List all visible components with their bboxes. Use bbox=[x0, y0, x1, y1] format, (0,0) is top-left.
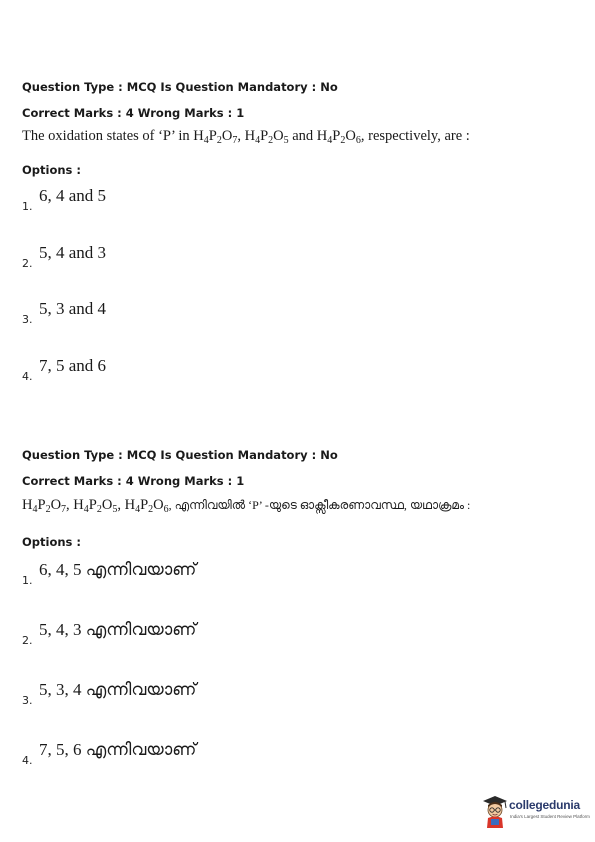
marks-header: Correct Marks : 4 Wrong Marks : 1 bbox=[22, 106, 245, 120]
option-3[interactable] bbox=[22, 299, 422, 329]
question-type-header: Question Type : MCQ Is Question Mandatory : No bbox=[22, 448, 338, 462]
option-text: 5, 4 and 3 bbox=[39, 243, 107, 262]
option-number: 3. bbox=[22, 694, 33, 707]
collegedunia-logo[interactable] bbox=[480, 793, 590, 829]
logo-name: collegedunia bbox=[509, 798, 580, 812]
mascot-icon bbox=[480, 793, 510, 829]
option-4[interactable] bbox=[22, 740, 422, 770]
option-3[interactable] bbox=[22, 680, 422, 710]
option-text: 7, 5 and 6 bbox=[39, 356, 107, 375]
option-number: 1. bbox=[22, 200, 33, 213]
option-4[interactable] bbox=[22, 356, 422, 386]
logo-tagline: India's Largest Student Review Platform bbox=[510, 814, 590, 819]
option-text: 6, 4, 5 എന്നിവയാണ് bbox=[39, 560, 197, 579]
option-number: 2. bbox=[22, 634, 33, 647]
option-number: 4. bbox=[22, 370, 33, 383]
options-label: Options : bbox=[22, 163, 81, 177]
question-text: The oxidation states of ‘P’ in $H_4P_2O_7$, $H_4P_2O_5$ and $H_4P_2O_6$, respectively, are : bbox=[22, 128, 470, 146]
option-number: 2. bbox=[22, 257, 33, 270]
option-2[interactable] bbox=[22, 243, 422, 273]
question-type-header: Question Type : MCQ Is Question Mandatory : No bbox=[22, 80, 338, 94]
options-label: Options : bbox=[22, 535, 81, 549]
question-text: $H_4P_2O_7$, $H_4P_2O_5$, $H_4P_2O_6$, എന്നിവയിൽ ‘P’ -യുടെ ഓക്സീകരണാവസ്ഥ, യഥാക്രമം : bbox=[22, 497, 471, 515]
option-number: 3. bbox=[22, 313, 33, 326]
marks-header: Correct Marks : 4 Wrong Marks : 1 bbox=[22, 474, 245, 488]
option-text: 5, 4, 3 എന്നിവയാണ് bbox=[39, 620, 197, 639]
option-1[interactable] bbox=[22, 186, 422, 216]
option-number: 4. bbox=[22, 754, 33, 767]
option-text: 6, 4 and 5 bbox=[39, 186, 107, 205]
option-2[interactable] bbox=[22, 620, 422, 650]
option-text: 5, 3 and 4 bbox=[39, 299, 107, 318]
option-text: 5, 3, 4 എന്നിവയാണ് bbox=[39, 680, 197, 699]
option-1[interactable] bbox=[22, 560, 422, 590]
option-number: 1. bbox=[22, 574, 33, 587]
option-text: 7, 5, 6 എന്നിവയാണ് bbox=[39, 740, 197, 759]
